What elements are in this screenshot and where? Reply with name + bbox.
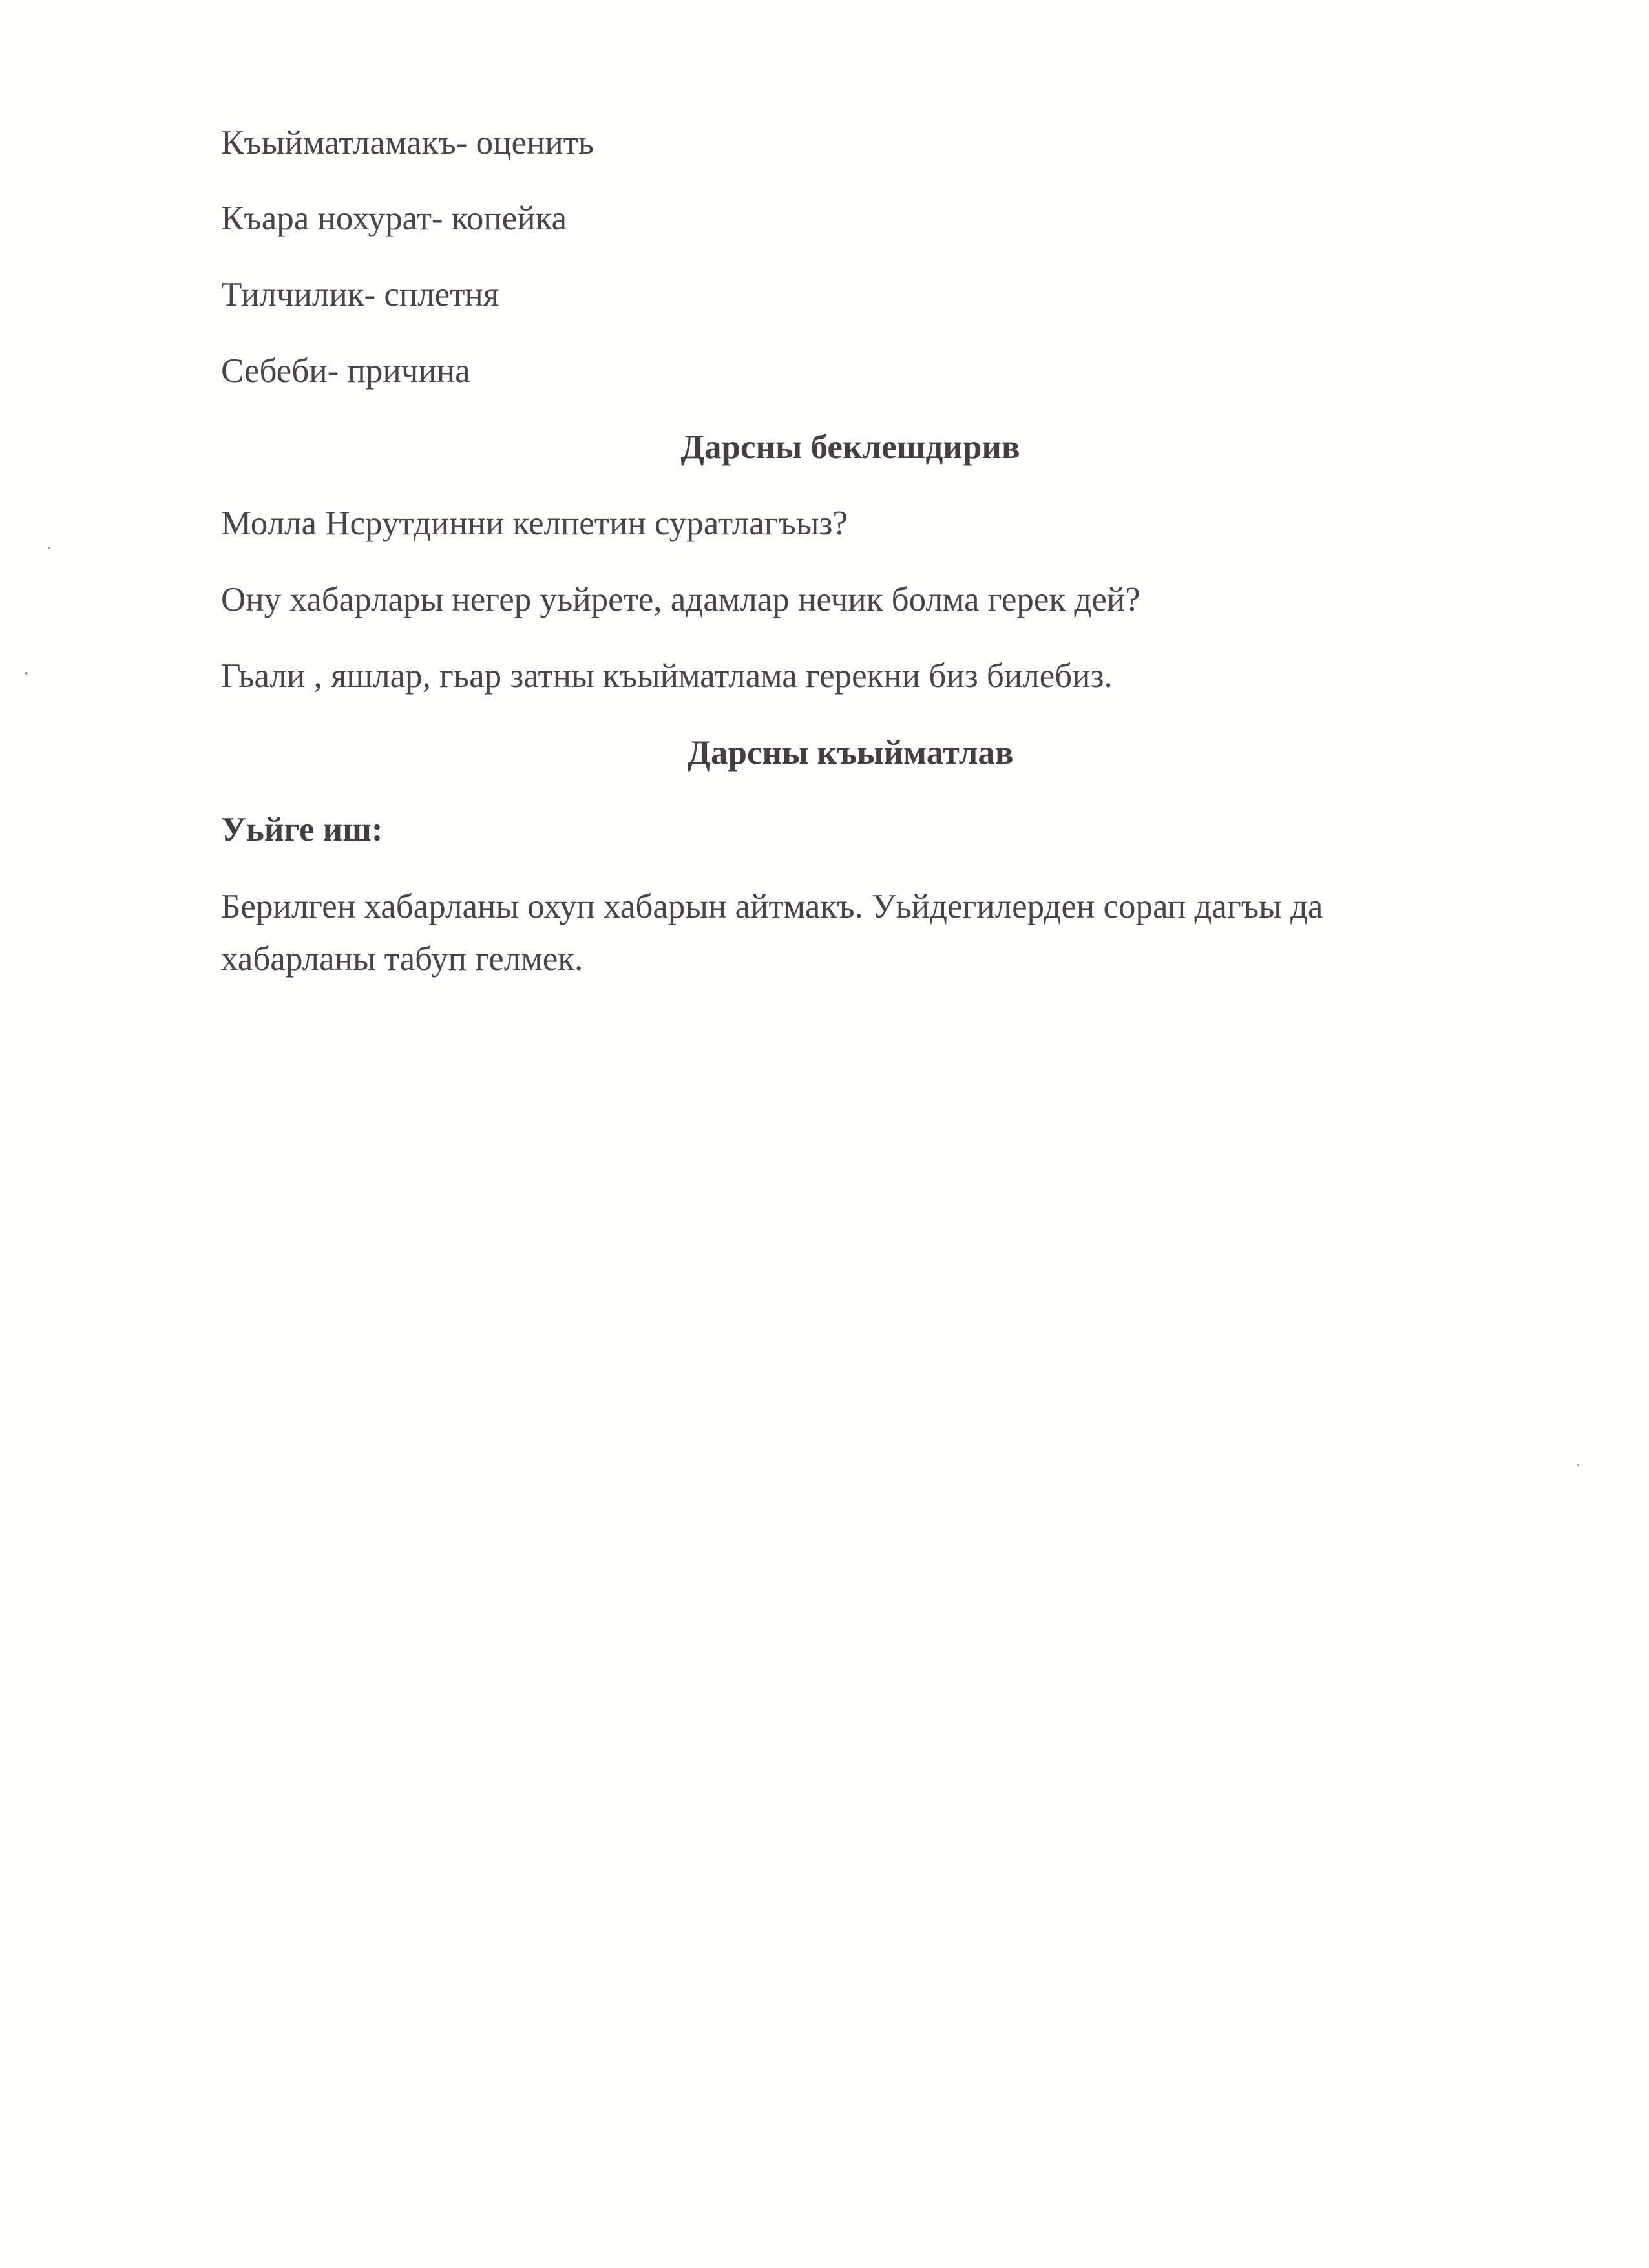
question-line: Ону хабарлары негер уьйрете, адамлар нечик болма герек дей? [221,581,1140,618]
question-line: Гьали , яшлар, гьар затны къыйматлама герекни биз билебиз. [221,657,1113,695]
vocabulary-line: Къыйматламакъ- оценить [221,124,594,162]
question-line: Молла Нсрутдинни келпетин суратлагъыз? [221,505,848,542]
homework-label: Уьйге иш: [221,811,383,848]
scan-speck [1577,1464,1579,1466]
vocabulary-line: Къара нохурат- копейка [221,200,567,237]
homework-text-line: Берилген хабарланы охуп хабарын айтмакъ. Уьйдегилерден сорап дагъы да [221,888,1323,925]
vocabulary-line: Тилчилик- сплетня [221,276,499,313]
section-heading-evaluation [0,733,1649,773]
scan-speck [48,547,50,549]
section-heading-text: Дарсны беклешдирив [680,428,1020,466]
homework-text-line: хабарланы табуп гелмек. [221,940,583,978]
section-heading-text: Дарсны къыйматлав [687,734,1014,772]
section-heading-consolidation [0,427,1649,467]
vocabulary-line: Себеби- причина [221,352,470,390]
scan-speck [25,672,28,675]
